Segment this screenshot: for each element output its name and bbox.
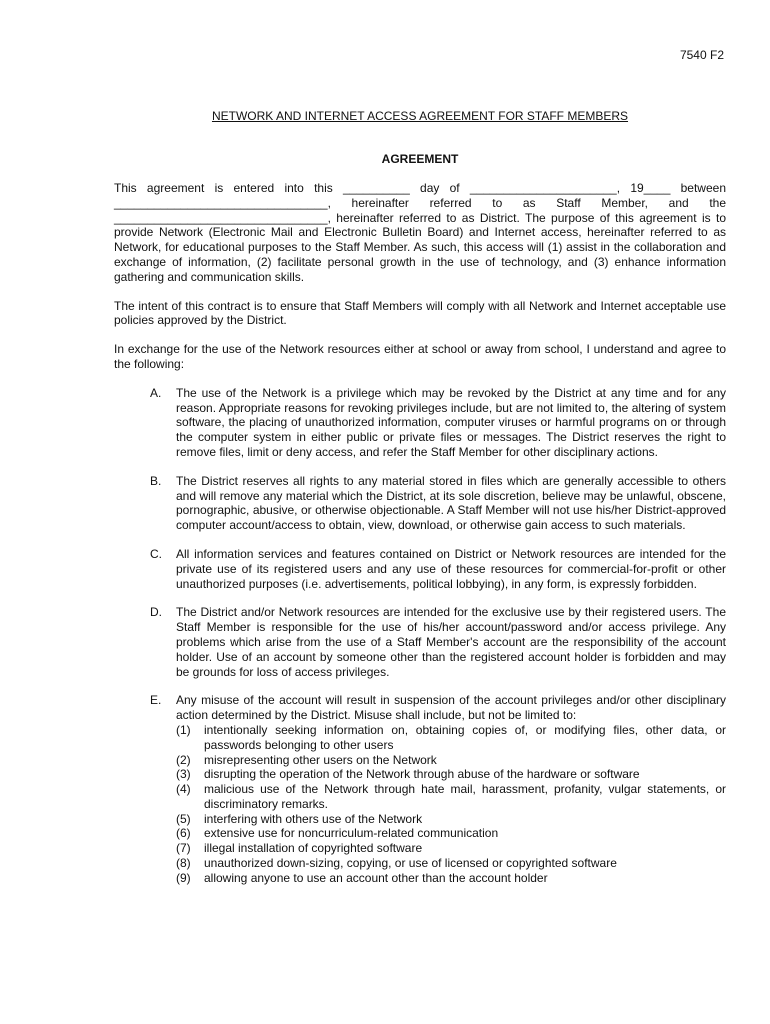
- term-letter: E.: [150, 693, 162, 708]
- misuse-item: [176, 856, 726, 871]
- misuse-text: unauthorized down-sizing, copying, or use of licensed or copyrighted software: [204, 856, 617, 871]
- misuse-number: (7): [176, 841, 191, 856]
- terms-list: [114, 386, 726, 886]
- misuse-number: (9): [176, 870, 191, 885]
- term-item-d: [114, 605, 726, 679]
- misuse-item: [176, 753, 726, 768]
- term-letter: B.: [150, 473, 162, 488]
- term-item-b: [114, 474, 726, 533]
- intent-paragraph: The intent of this contract is to ensure that Staff Members will comply with all Network and Internet acceptable use policies approved by the District.: [114, 298, 726, 328]
- misuse-text: illegal installation of copyrighted software: [204, 841, 423, 856]
- misuse-number: (2): [176, 752, 191, 767]
- misuse-number: (8): [176, 856, 191, 871]
- document-body: [114, 181, 726, 900]
- misuse-text: disrupting the operation of the Network through abuse of the hardware or software: [204, 767, 640, 782]
- misuse-number: (3): [176, 767, 191, 782]
- term-letter: C.: [150, 546, 162, 561]
- misuse-number: (4): [176, 782, 191, 797]
- misuse-number: (1): [176, 722, 191, 737]
- misuse-text: misrepresenting other users on the Network: [204, 752, 437, 767]
- term-letter: A.: [150, 385, 162, 400]
- intro-line-1: This agreement is entered into this __________ day of ______________________, 19____ between: [114, 181, 726, 195]
- misuse-number: (6): [176, 826, 191, 841]
- misuse-list: [176, 723, 726, 886]
- misuse-number: (5): [176, 811, 191, 826]
- exchange-paragraph: In exchange for the use of the Network resources either at school or away from school, I understand and agree to the following:: [114, 342, 726, 371]
- misuse-item: [176, 871, 726, 886]
- misuse-item: [176, 767, 726, 782]
- intro-rest: ________________________________, hereinafter referred to as District. The purpose of this agreement is to provide Network (Electronic Mail and Electronic Bulletin Board) and Internet access, hereinafter referred to as Network, for educational purposes to the Staff Member. As such, this access will (1) assist in the collaboration and exchange of information, (2) facilitate personal growth in the use of technology, and (3) enhance information gathering and communication skills.: [114, 210, 726, 284]
- misuse-text: intentionally seeking information on, obtaining copies of, or modifying files, other data, or passwords belonging to other users: [204, 722, 726, 752]
- misuse-item: [176, 841, 726, 856]
- term-text: The District and/or Network resources are intended for the exclusive use by their registered users. The Staff Member is responsible for the use of his/her account/password and/or access privilege. Any problems which arise from the use of a Staff Member's account are the responsibility of the account holder. Use of an account by someone other than the registered account holder is forbidden and may be grounds for loss of access privileges.: [176, 605, 726, 679]
- term-text: Any misuse of the account will result in suspension of the account privileges and/or other disciplinary action determined by the District. Misuse shall include, but not be limited to:: [176, 693, 726, 723]
- misuse-item: [176, 782, 726, 812]
- misuse-item: [176, 826, 726, 841]
- misuse-text: allowing anyone to use an account other than the account holder: [204, 870, 548, 885]
- term-item-c: [114, 547, 726, 591]
- intro-paragraph: [114, 181, 726, 285]
- term-text: The use of the Network is a privilege which may be revoked by the District at any time and for any reason. Appropriate reasons for revoking privileges include, but are not limited to, the altering of system software, the placing of unauthorized information, computer viruses or harmful programs on or through the computer system in either public or private files or messages. The District reserves the right to remove files, limit or deny access, and refer the Staff Member for other disciplinary actions.: [176, 385, 726, 459]
- intro-line-2: ________________________________, hereinafter referred to as Staff Member, and the: [114, 195, 726, 210]
- section-heading: AGREEMENT: [381, 152, 459, 166]
- misuse-text: interfering with others use of the Network: [204, 811, 423, 826]
- misuse-item: [176, 812, 726, 827]
- misuse-item: [176, 723, 726, 753]
- term-letter: D.: [150, 605, 162, 620]
- form-number: 7540 F2: [679, 48, 724, 62]
- term-text: All information services and features contained on District or Network resources are intended for the private use of its registered users and any use of these resources for commercial-for-profit or other unauthorized purposes (i.e. advertisements, political lobbying), in any form, is expressly forbidden.: [176, 546, 726, 591]
- term-item-a: [114, 386, 726, 460]
- misuse-text: extensive use for noncurriculum-related communication: [204, 826, 499, 841]
- misuse-text: malicious use of the Network through hate mail, harassment, profanity, vulgar statements, or discriminatory remarks.: [204, 782, 726, 811]
- document-title: NETWORK AND INTERNET ACCESS AGREEMENT FOR STAFF MEMBERS: [211, 109, 629, 123]
- term-item-e: [114, 693, 726, 885]
- term-text: The District reserves all rights to any material stored in files which are generally accessible to others and will remove any material which the District, at its sole discretion, believe may be unlawful, obscene, pornographic, abusive, or otherwise objectionable. A Staff Member will not use his/her District-approved computer account/access to obtain, view, download, or otherwise gain access to such materials.: [176, 473, 726, 533]
